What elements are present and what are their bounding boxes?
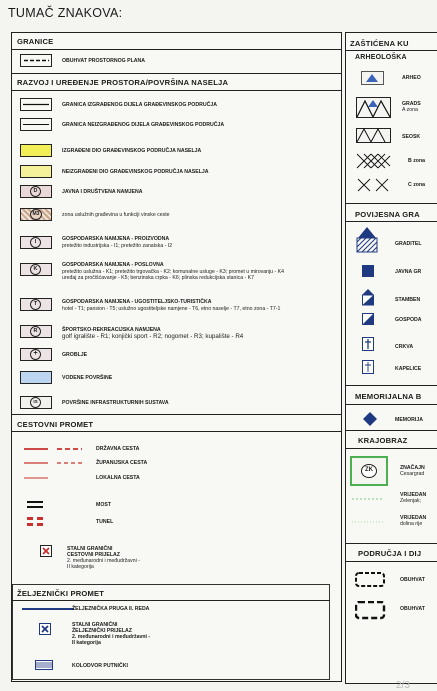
symbol-poslovna: K [20,263,52,276]
symbol-drzavna-cesta [24,445,84,453]
right-label: JAVNA GR [395,269,422,275]
section-heading-granice: GRANICE [17,37,54,46]
section-heading-memorijalna: MEMORIJALNA B [355,392,422,401]
symbol-seosko-naselje [356,128,392,144]
legend-label: TUNEL [96,519,114,525]
symbol-granica-izgradenog [20,98,52,111]
section-heading-arheoloska: ARHEOLOŠKA [355,54,407,61]
legend-label: STALNI GRANIČNI [72,622,118,628]
section-heading-zasticena: ZAŠTIĆENA KU [350,39,409,48]
divider [12,600,330,601]
legend-label: ŽUPANIJSKA CESTA [96,460,148,466]
legend-label: MOST [96,502,111,508]
legend-label: GOSPODARSKA NAMJENA - PROIZVODNA [62,236,170,242]
section-heading-krajobraz: KRAJOBRAZ [358,436,408,445]
legend-label: CESTOVNI PRIJELAZ [67,552,120,558]
legend-label: GOSPODARSKA NAMJENA - UGOSTITELJSKO-TURISTIČKA [62,299,212,305]
symbol-b-zona [356,153,392,169]
divider [12,49,341,50]
symbol-javna-gradevina [362,265,376,279]
symbol-gospodarska-gradevina [362,313,376,327]
symbol-granicni-zeljeznicki-prijelaz [39,623,51,635]
symbol-infrastrukturni-sustavi: IS [20,396,52,409]
legend-label: GOSPODARSKA NAMJENA - POSLOVNA [62,262,164,268]
divider [12,414,341,415]
symbol-obuhvat-1 [355,572,387,588]
legend-sublabel: II kategorija [67,564,94,570]
right-label: ARHEO [402,75,421,81]
right-sublabel: dolina rije [400,521,423,527]
right-sublabel: Cesargrad [400,471,425,477]
right-label: ZNAČAJN [400,465,425,471]
divider [346,221,437,222]
symbol-lokalna-cesta [24,474,54,482]
legend-sublabel: II kategorija [72,640,101,646]
divider [346,385,437,386]
legend-label: STALNI GRANIČNI [67,546,113,552]
legend-sublabel: hotel - T1; pansion - T5; uslužno ugostiteljske namjene - T6, etno naselje - T7, etno zona - T7-1 [62,306,281,312]
legend-label: IZGRAĐENI DIO GRAĐEVINSKOG PODRUČJA NASELJA [62,148,202,154]
zeljeznicki-box [12,584,330,680]
legend-label: GRANICA NEIZGRAĐENOG DIJELA GRAĐEVINSKOG PODRUČJA [62,122,225,128]
legend-sublabel: golf igralište - R1; konjički sport - R2; nogomet - R3; kupalište - R4 [62,333,244,340]
legend-label: OBUHVAT PROSTORNOG PLANA [62,58,146,64]
right-label: STAMBEN [395,297,421,303]
legend-label: KOLODVOR PUTNIČKI [72,663,128,669]
right-label: C zona [408,182,426,188]
symbol-arheo [361,71,391,87]
right-label: GRADITEL [395,241,422,247]
symbol-vrijedan-krajobraz-2 [352,517,386,527]
right-label: OBUHVAT [400,606,425,612]
symbol-groblje [20,348,52,361]
divider [12,73,341,74]
symbol-usluzne-gradevine: M3 [20,208,52,221]
symbol-kolodvor-putnicki [35,660,53,670]
symbol-obuhvat-2 [355,601,387,621]
legend-label: GRANICA IZGRAĐENOG DIJELA GRAĐEVINSKOG PODRUČJA [62,102,217,108]
legend-label: GROBLJE [62,352,88,358]
symbol-most [27,500,47,510]
right-label: SEOSK [402,134,421,140]
symbol-ugostiteljsko-turisticka: T [20,298,52,311]
divider [346,50,437,51]
cross-icon: + [33,350,38,357]
right-label: MEMORIJA [395,417,423,423]
symbol-gradsko-naselje [356,97,392,119]
divider [346,543,437,544]
legend-label: NEIZGRAĐENI DIO GRAĐEVINSKOG PODRUČJA NASELJA [62,169,209,175]
legend-sublabel: 2. međunarodni i međudržavni - [72,634,151,640]
symbol-proizvodna: I [20,236,52,249]
symbol-memorijalno-podrucje [363,412,377,426]
legend-sublabel: pretežito industrijska - I1; pretežito zanatska - I2 [62,243,173,249]
right-label: GRADS [402,101,421,107]
symbol-graditeljski-sklop [356,226,378,254]
divider [346,203,437,204]
symbol-stambena-gradevina [362,289,376,307]
right-label: VRIJEDAN [400,515,427,521]
symbol-tunel [27,516,47,528]
right-label: VRIJEDAN [400,492,427,498]
right-label: GOSPODA [395,317,422,323]
symbol-granicni-cestovni-prijelaz [40,545,52,557]
legend-label: ŠPORTSKO-REKREACIJSKA NAMJENA [62,327,161,333]
right-label: CRKVA [395,344,414,350]
legend-label: LOKALNA CESTA [96,475,140,481]
section-heading-zeljeznicki: ŽELJEZNIČKI PROMET [17,589,105,598]
legend-label: VODENE POVRŠINE [62,375,113,381]
legend-title: TUMAČ ZNAKOVA: [8,6,123,20]
symbol-vodene-povrsine [20,371,52,384]
section-heading-podrucja: PODRUČJA I DIJ [358,549,422,558]
divider [12,90,341,91]
legend-sublabel: 2. međunarodni i međudržavni - [67,558,140,564]
legend-sublabel: pretežito uslužna - K1; pretežito trgovačka - K2; komunalne usluge - K3; promet u mirovanju - K4 [62,269,285,275]
legend-label: POVRŠINE INFRASTRUKTURNIH SUSTAVA [62,400,169,406]
symbol-crkva [362,337,376,353]
divider [346,430,437,431]
divider [346,404,437,405]
page-number: 2/3 [396,680,410,691]
symbol-zeljeznicka-pruga [22,606,78,612]
right-sublabel: A zona [402,107,418,113]
right-label: OBUHVAT [400,577,425,583]
divider [12,431,341,432]
symbol-kapelica [362,360,376,376]
right-sublabel: Zelenjak; [400,498,422,504]
symbol-javna-namjena: D [20,185,52,198]
legend-sublabel: uređaj za pročišćavanje - K5; benzinska crpka - K6; plinska redukcijska stanica - K7 [62,275,255,281]
divider [346,448,437,449]
section-heading-cestovni: CESTOVNI PROMET [17,420,94,429]
legend-label: JAVNA I DRUŠTVENA NAMJENA [62,189,143,195]
symbol-vrijedan-krajobraz-1 [352,494,386,504]
right-label: KAPELICE [395,366,422,372]
symbol-neizgradeni-dio [20,165,52,178]
section-heading-razvoj: RAZVOJ I UREĐENJE PROSTORA/POVRŠINA NASELJA [17,78,229,87]
legend-label: ŽELJEZNIČKI PRIJELAZ [72,628,132,634]
section-heading-povijesna: POVIJESNA GRA [355,210,420,219]
legend-label: ŽELJEZNIČKA PRUGA II. REDA [72,606,150,612]
symbol-granica-neizgradenog [20,118,52,131]
legend-label: DRŽAVNA CESTA [96,446,140,452]
symbol-sportsko-rekreacijska: R [20,325,52,338]
symbol-c-zona [356,177,392,193]
right-label: B zona [408,158,426,164]
symbol-obuhvat-plana [20,54,52,67]
legend-label: zona uslužnih građevina u funkciji vinske ceste [62,212,170,218]
symbol-izgradeni-dio [20,144,52,157]
symbol-zupanijska-cesta [24,459,84,467]
symbol-znacajni-krajobraz: ZK [350,456,388,486]
divider [346,561,437,562]
